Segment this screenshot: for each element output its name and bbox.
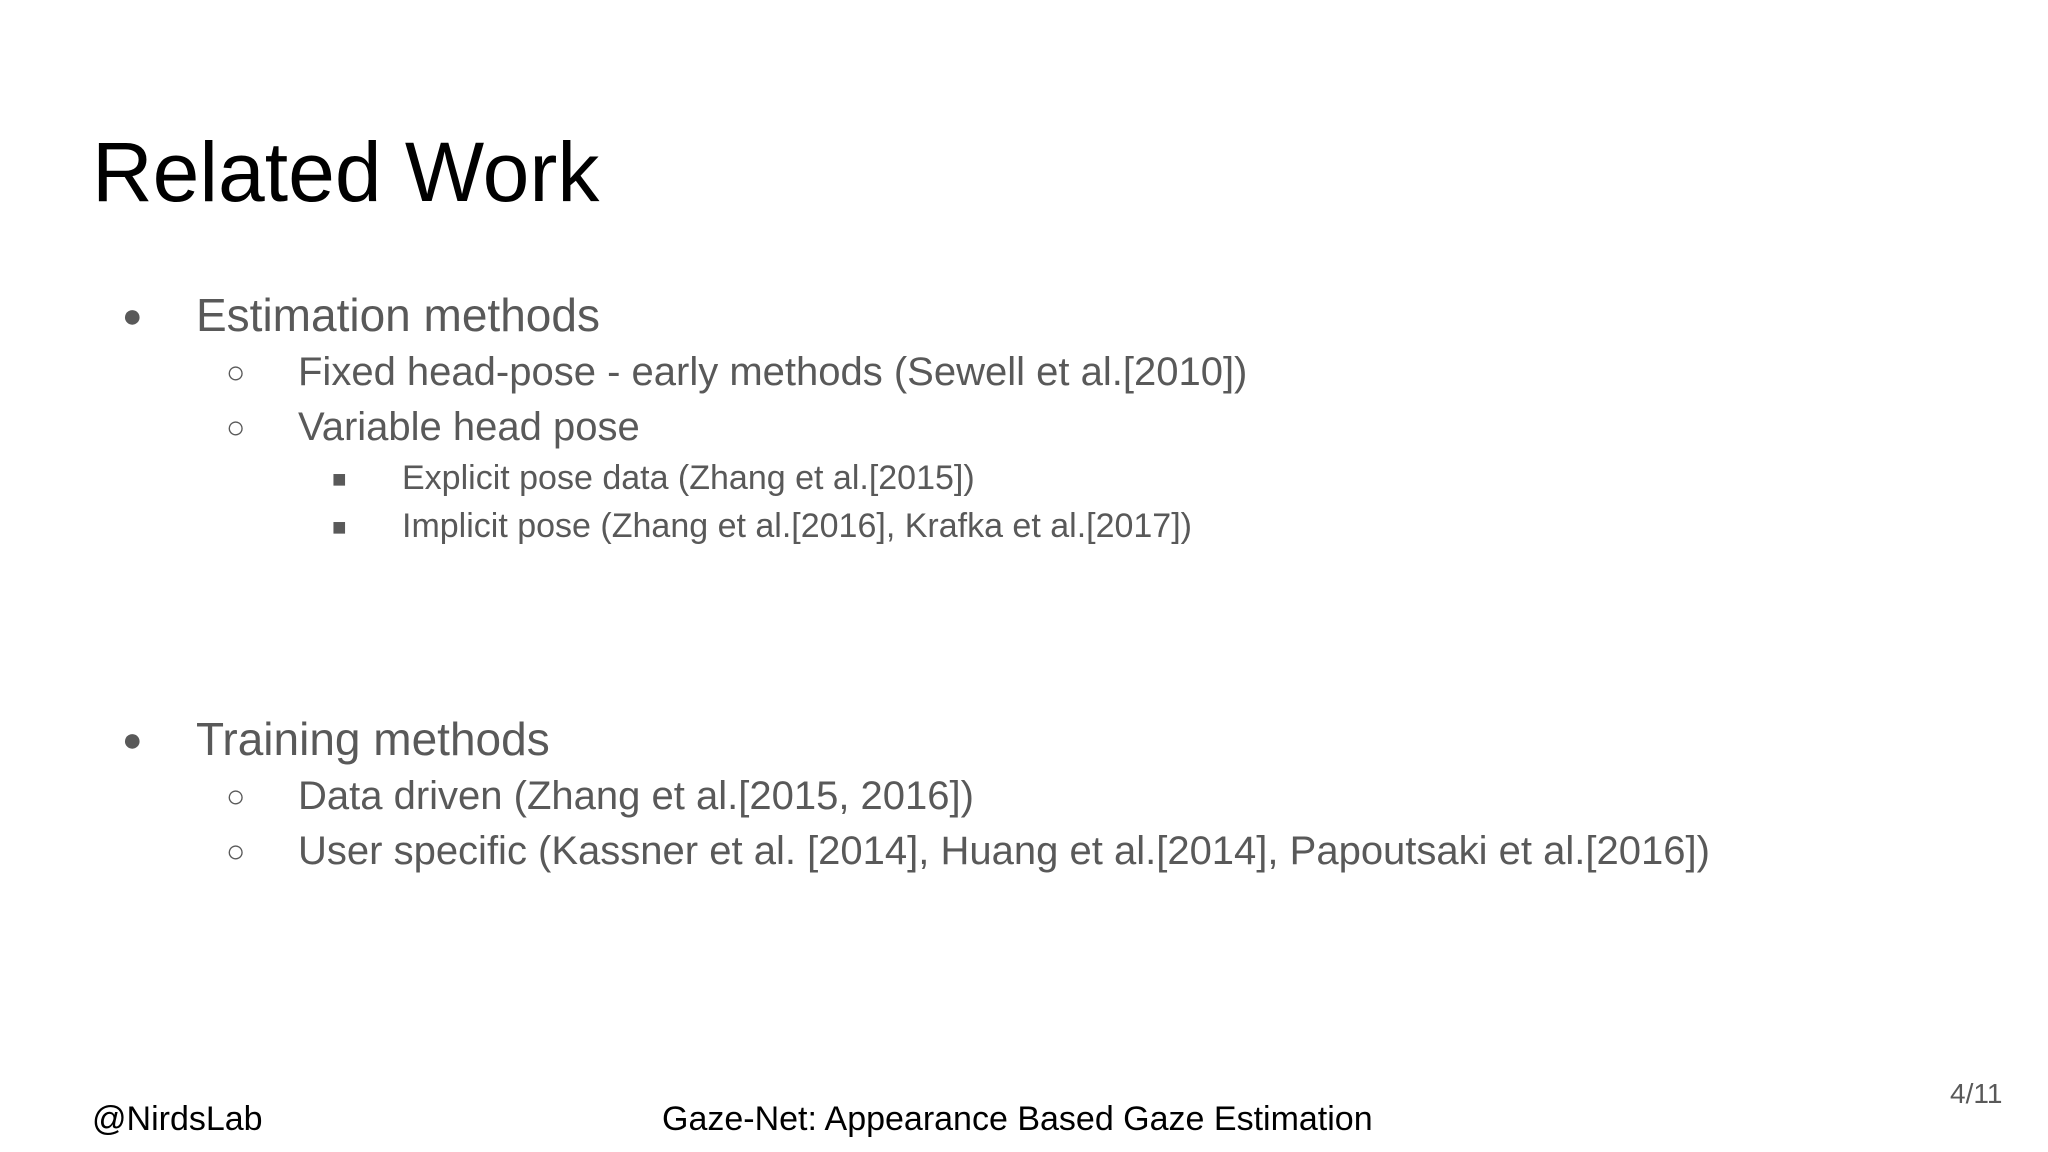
- hollow-circle-bullet-icon: ○: [226, 354, 246, 390]
- filled-circle-bullet-icon: ●: [122, 297, 143, 335]
- hollow-circle-bullet-icon: ○: [226, 409, 246, 445]
- sub-sub-bullet-label: Explicit pose data (Zhang et al.[2015]): [402, 459, 975, 497]
- sub-bullet-label: User specific (Kassner et al. [2014], Huang et al.[2014], Papoutsaki et al.[2016]): [298, 829, 1710, 873]
- footer-handle: @NirdsLab: [92, 1100, 263, 1138]
- bullet-label: Training methods: [196, 713, 550, 765]
- filled-circle-bullet-icon: ●: [122, 721, 143, 759]
- square-bullet-icon: ■: [332, 466, 347, 493]
- sub-bullet-label: Fixed head-pose - early methods (Sewell et al.[2010]): [298, 350, 1248, 394]
- footer-presentation-title: Gaze-Net: Appearance Based Gaze Estimation: [662, 1100, 1373, 1138]
- hollow-circle-bullet-icon: ○: [226, 778, 246, 814]
- square-bullet-icon: ■: [332, 514, 347, 541]
- slide-title: Related Work: [92, 125, 600, 219]
- sub-bullet-label: Variable head pose: [298, 405, 640, 449]
- page-number: 4/11: [1950, 1078, 2003, 1109]
- sub-sub-bullet-label: Implicit pose (Zhang et al.[2016], Krafka et al.[2017]): [402, 507, 1192, 545]
- sub-bullet-label: Data driven (Zhang et al.[2015, 2016]): [298, 774, 974, 818]
- hollow-circle-bullet-icon: ○: [226, 833, 246, 869]
- bullet-label: Estimation methods: [196, 289, 600, 341]
